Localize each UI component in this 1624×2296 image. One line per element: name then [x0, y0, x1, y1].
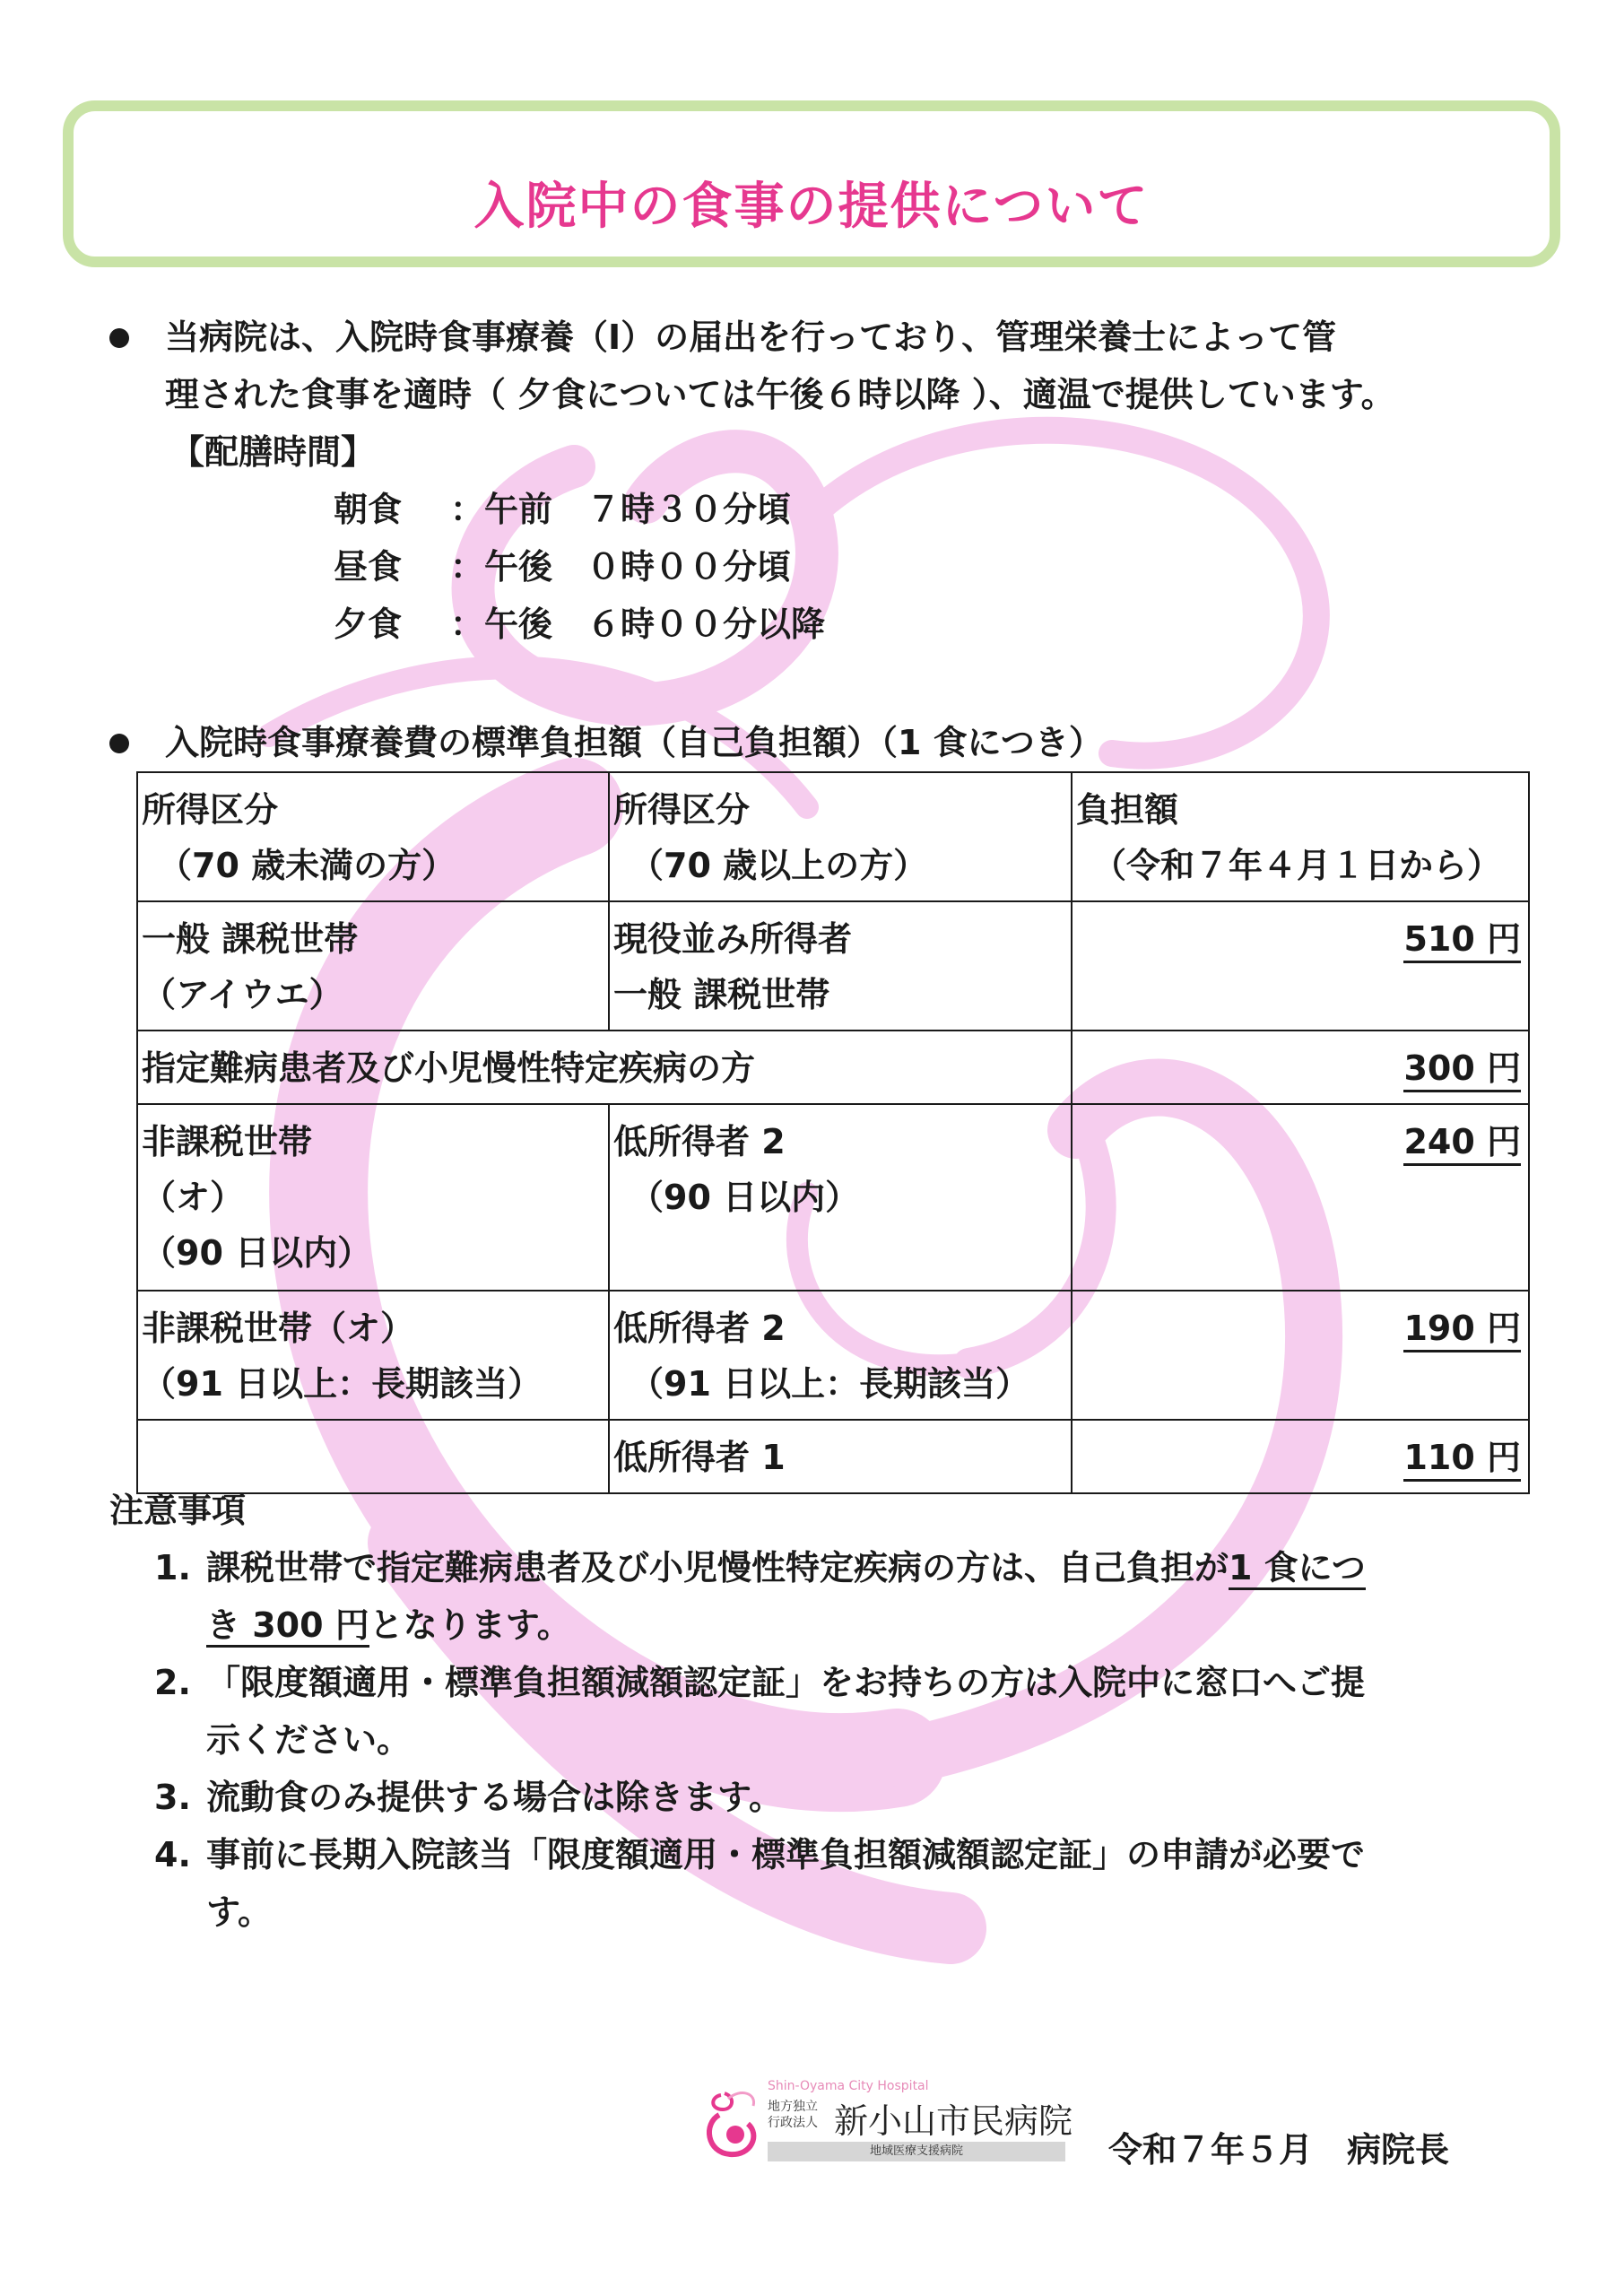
title-box	[63, 100, 1560, 267]
table-row	[137, 1420, 1529, 1493]
meal-time-lunch: ：午後 ０時００分頃	[450, 547, 792, 587]
logo-tagline: 地域医療支援病院	[768, 2142, 1065, 2161]
table-cell: 低所得者 2 （91 日以上：長期該当）	[609, 1291, 1072, 1420]
amount-value: 510 円	[1403, 919, 1521, 963]
amount-cell	[1072, 1104, 1529, 1291]
page-title: 入院中の食事の提供について	[473, 178, 1150, 236]
amount-value: 300 円	[1403, 1048, 1521, 1092]
underlined-text: き 300 円	[206, 1605, 369, 1648]
amount-cell	[1072, 1420, 1529, 1493]
table-row	[137, 1291, 1529, 1420]
section2-heading: 入院時食事療養費の標準負担額（自己負担額）（1 食につき）	[165, 723, 1103, 762]
meal-time-dinner: ：午後 ６時００分以降	[450, 604, 826, 644]
amount-value: 190 円	[1403, 1309, 1521, 1352]
table-cell: 一般 課税世帯 （アイウエ）	[137, 901, 609, 1031]
logo-english-name: Shin-Oyama City Hospital	[768, 2079, 929, 2093]
table-row	[137, 901, 1529, 1031]
table-header-cell: 所得区分 （70 歳未満の方）	[137, 772, 609, 901]
meal-time-breakfast: ：午前 ７時３０分頃	[450, 490, 792, 529]
table-cell: 非課税世帯（オ） （91 日以上：長期該当）	[137, 1291, 609, 1420]
hospital-emblem-icon	[701, 2079, 764, 2161]
fee-table	[136, 771, 1530, 1494]
table-cell: 低所得者 1	[609, 1420, 1072, 1493]
meal-label-breakfast: 朝食	[334, 490, 403, 529]
schedule-heading: 【配膳時間】	[170, 432, 376, 472]
footer-signature: 令和７年５月 病院長	[1108, 2130, 1450, 2170]
table-cell: 非課税世帯 （オ） （90 日以内）	[137, 1104, 609, 1291]
table-cell-merged: 指定難病患者及び小児慢性特定疾病の方	[137, 1031, 1072, 1104]
intro-line-1: 当病院は、入院時食事療養（Ⅰ）の届出を行っており、管理栄養士によって管	[165, 317, 1337, 357]
amount-value: 110 円	[1403, 1438, 1521, 1482]
amount-value: 240 円	[1403, 1122, 1521, 1166]
meal-label-lunch: 昼食	[334, 547, 403, 587]
meal-label-dinner: 夕食	[334, 604, 403, 644]
table-header-cell: 所得区分 （70 歳以上の方）	[609, 772, 1072, 901]
table-row	[137, 1104, 1529, 1291]
table-header-cell: 負担額 （令和７年４月１日から）	[1072, 772, 1529, 901]
hospital-logo	[701, 2079, 1078, 2161]
bullet-icon	[109, 328, 129, 348]
table-header-row	[137, 772, 1529, 901]
amount-cell	[1072, 901, 1529, 1031]
logo-org-type: 地方独立 行政法人	[768, 2100, 818, 2130]
intro-line-2: 理された食事を適時（ 夕食については午後６時以降 ）、適温で提供しています。	[165, 375, 1395, 414]
amount-cell	[1072, 1291, 1529, 1420]
logo-hospital-name: 新小山市民病院	[834, 2101, 1073, 2141]
table-cell: 低所得者 2 （90 日以内）	[609, 1104, 1072, 1291]
bullet-icon	[109, 734, 129, 753]
table-row	[137, 1031, 1529, 1104]
table-cell: 現役並み所得者 一般 課税世帯	[609, 901, 1072, 1031]
amount-cell	[1072, 1031, 1529, 1104]
underlined-text: 1 食につ	[1229, 1548, 1366, 1590]
notes-heading: 注意事項	[109, 1491, 247, 1530]
